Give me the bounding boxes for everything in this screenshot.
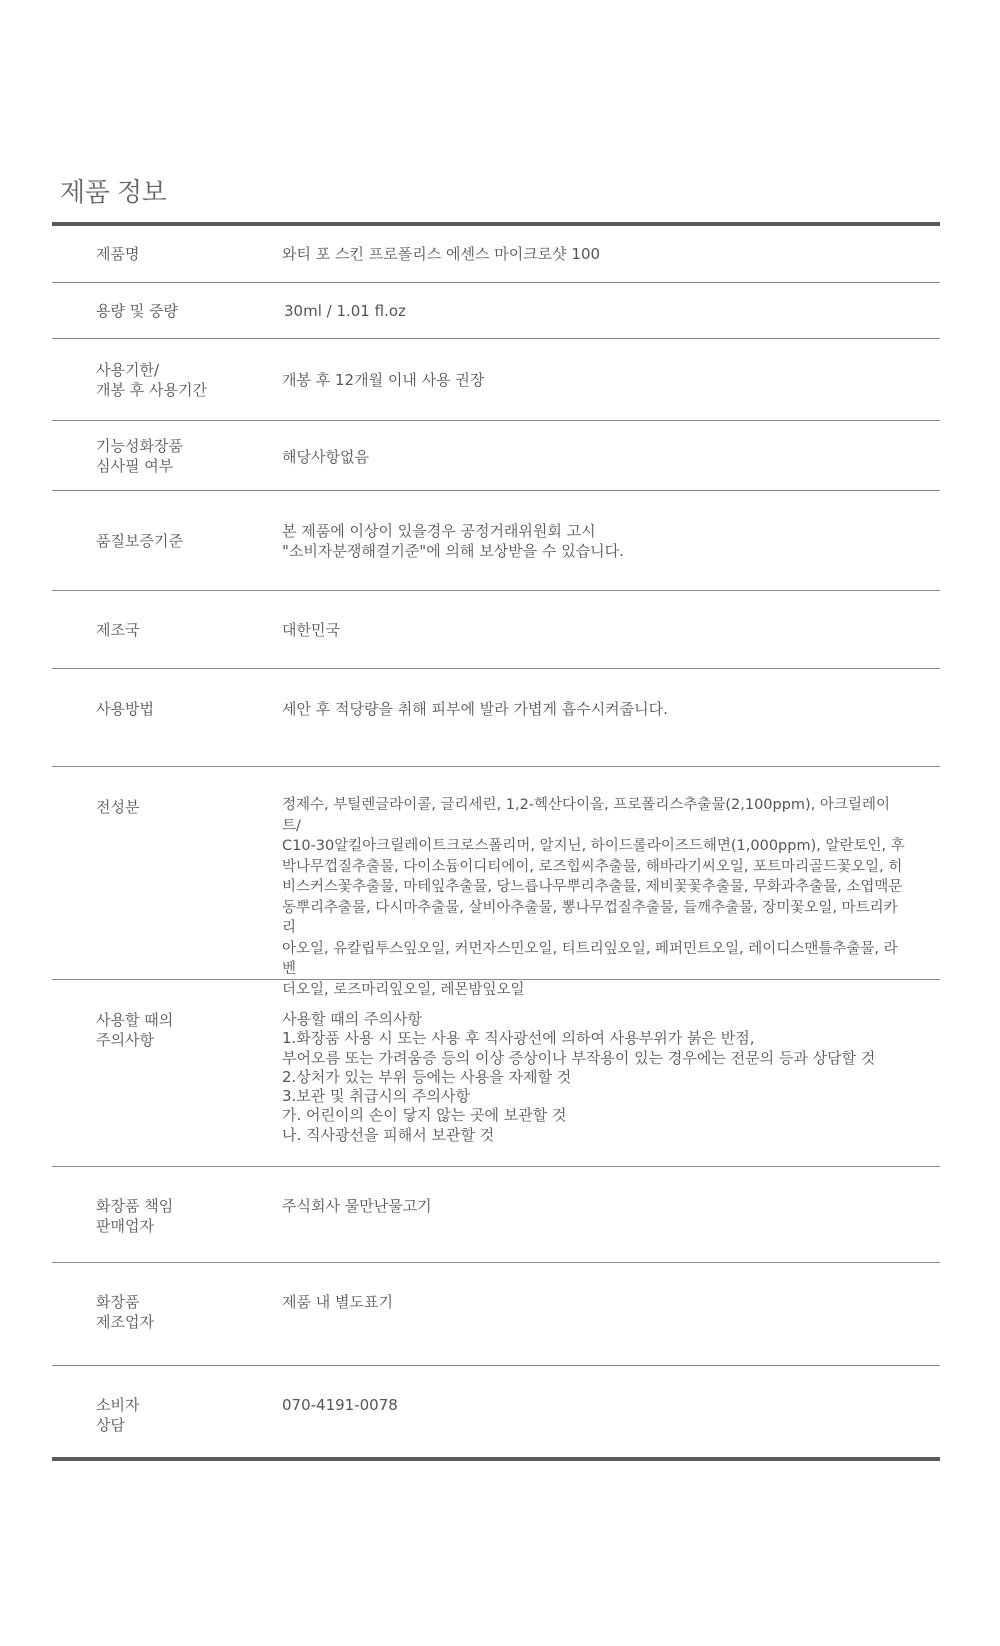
row-label: 전성분 (96, 798, 140, 816)
table-row-product-name (52, 226, 940, 283)
row-value: 제품 내 별도표기 (282, 1293, 393, 1311)
row-label: 제품명 (96, 245, 140, 263)
row-value: 정제수, 부틸렌글라이콜, 글리세린, 1,2-헥산다이올, 프로폴리스추출물(2,100ppm), 아크릴레이트/ C10-30알킬아크릴레이트크로스폴리머, 알지닌, 하이드롤라이즈드해면(1,000ppm), 알란토인, 후 박나무껍질추출물, 다이소듐이디티에이, 로즈힙씨추출물, 해바라기씨오일, 포트마리골드꽃오일, 히 비스커스꽃추출물, 마테잎추출물, 당느릅나무뿌리추출물, 제비꽃꽃추출물, 무화과추출물, 소엽맥문 동뿌리추출물, 다시마추출물, 살비아추출물, 뽕나무껍질추출물, 들깨추출물, 장미꽃오일, 마트리카리 아오일, 유칼립투스잎오일, 커먼자스민오일, 티트리잎오일, 페퍼민트오일, 레이디스맨틀추출물, 라벤 더오일, 로즈마리잎오일, 레몬밤잎오일 (282, 797, 905, 998)
row-label: 화장품 제조업자 (96, 1293, 154, 1331)
row-value: 주식회사 물만난물고기 (282, 1197, 432, 1215)
table-row-precautions (52, 980, 940, 1167)
table-row-volume (52, 283, 940, 339)
row-label: 화장품 책임 판매업자 (96, 1197, 174, 1235)
row-value: 세안 후 적당량을 취해 피부에 발라 가볍게 흡수시켜줍니다. (282, 700, 668, 718)
row-value: 본 제품에 이상이 있을경우 공정거래위원회 고시 "소비자분쟁해결기준"에 의해 보상받을 수 있습니다. (282, 521, 624, 560)
row-label: 사용방법 (96, 700, 154, 718)
row-value: 와티 포 스킨 프로폴리스 에센스 마이크로샷 100 (282, 245, 601, 263)
table-row-usage (52, 669, 940, 767)
table-row-functional-cosmetic (52, 421, 940, 491)
table-row-quality-standard (52, 491, 940, 591)
row-value: 해당사항없음 (282, 448, 369, 466)
row-value: 070-4191-0078 (282, 1396, 398, 1414)
table-row-customer-service (52, 1366, 940, 1461)
table-row-ingredients (52, 767, 940, 998)
row-value: 대한민국 (282, 620, 340, 639)
row-label: 제조국 (96, 620, 140, 639)
row-label: 소비자 상담 (96, 1396, 140, 1434)
row-label: 기능성화장품 심사필 여부 (96, 436, 183, 475)
table-row-country (52, 591, 940, 669)
row-value: 사용할 때의 주의사항 1.화장품 사용 시 또는 사용 후 직사광선에 의하여 사용부위가 붉은 반점, 부어오름 또는 가려움증 등의 이상 증상이나 부작용이 있는 경우에는 전문의 등과 상담할 것 2.상처가 있는 부위 등에는 사용을 자제할 것 3.보관 및 취급시의 주의사항 가. 어린이의 손이 닿지 않는 곳에 보관할 것 나. 직사광선을 피해서 보관할 것 (282, 1010, 876, 1144)
page-title: 제품 정보 (60, 178, 167, 208)
row-label: 사용기한/ 개봉 후 사용기간 (96, 360, 207, 399)
row-label: 용량 및 중량 (96, 301, 178, 320)
row-value: 개봉 후 12개월 이내 사용 권장 (282, 370, 485, 389)
product-info-table (52, 222, 940, 1461)
table-row-seller (52, 1167, 940, 1263)
table-row-manufacturer (52, 1263, 940, 1366)
row-label: 품질보증기준 (96, 531, 183, 550)
row-label: 사용할 때의 주의사항 (96, 1011, 174, 1049)
row-value: 30ml / 1.01 fl.oz (284, 301, 406, 320)
table-row-expiry (52, 339, 940, 421)
